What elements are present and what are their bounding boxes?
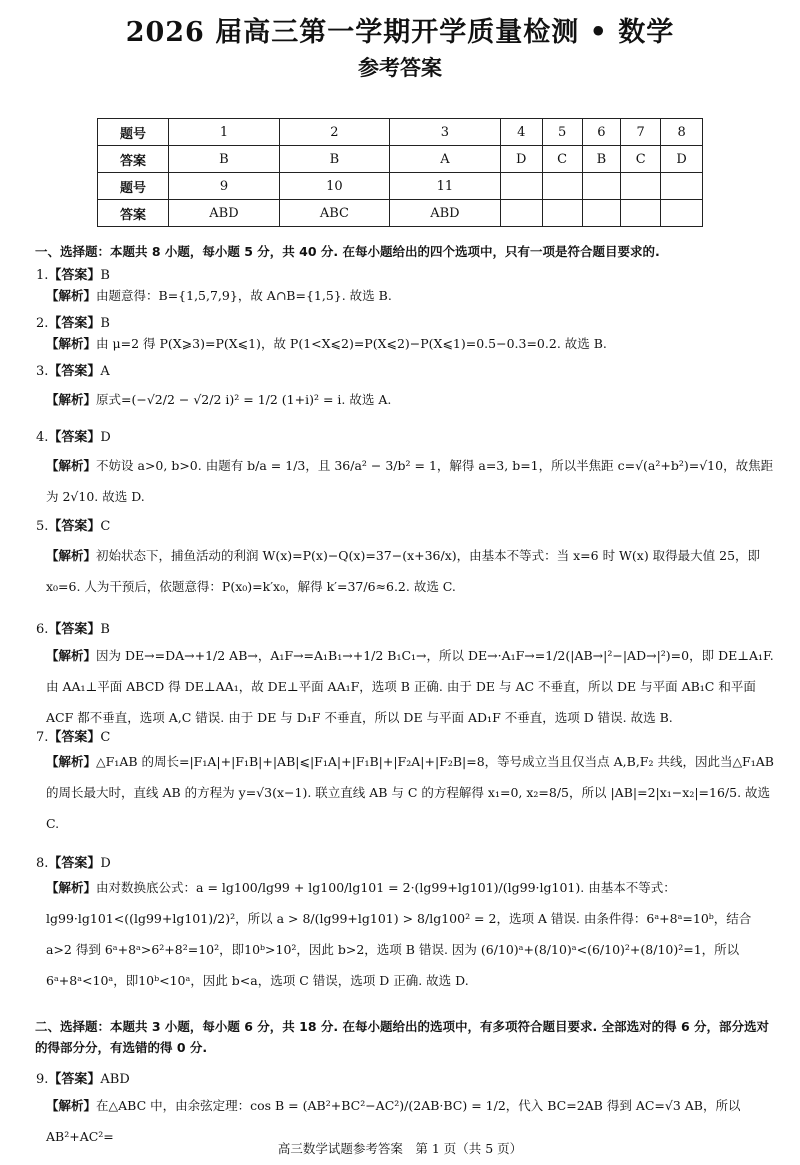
explain-tag: 【解析】 (46, 648, 97, 663)
table-cell: 11 (389, 173, 500, 200)
table-cell (621, 200, 661, 227)
explanation-text: 由对数换底公式：a = lg100/lg99 + lg100/lg101 = 2·(lg99+lg101)/(lg99·lg101). 由基本不等式：lg99·lg101<((lg99+lg101)/2)²，所以 a > 8/(lg99+lg101) > 8/lg100² = 2，选项 A 错误. 由条件得：6ᵃ+8ᵃ=10ᵇ，结合 a>2 得到 6ᵃ+8ᵃ>6²+8²=10²，即10ᵇ>10²，因此 b>2，选项 B 错误. 因为 (6/10)ᵃ+(8/10)ᵃ<(6/10)²+(8/10)²=1，所以 6ᵃ+8ᵃ<10ᵃ，即10ᵇ<10ᵃ，因此 b<a，选项 C 错误，选项 D 正确. 故选 D. (46, 880, 752, 988)
table-cell: 4 (500, 119, 542, 146)
table-cell: D (500, 146, 542, 173)
question-number: 5. (36, 519, 49, 534)
answer-value: A (100, 364, 110, 379)
explanation-text: 初始状态下，捕鱼活动的利润 W(x)=P(x)−Q(x)=37−(x+36/x)，由基本不等式：当 x=6 时 W(x) 取得最大值 25，即 x₀=6. 人为干预后，依题意得：P(x₀)=k′x₀，解得 k′=37/6≈6.2. 故选 C. (46, 548, 761, 594)
question-number: 4. (36, 430, 49, 445)
answer-line (36, 1068, 130, 1087)
table-cell: 3 (389, 119, 500, 146)
explain-tag: 【解析】 (46, 336, 97, 351)
table-cell: D (661, 146, 703, 173)
table-cell: C (542, 146, 582, 173)
answer-value: C (100, 519, 111, 534)
answer-tag: 【答案】 (48, 430, 101, 445)
explanation (46, 328, 776, 359)
answer-value: C (100, 730, 111, 745)
table-cell: A (389, 146, 500, 173)
table-cell: 2 (279, 119, 389, 146)
explain-tag: 【解析】 (46, 880, 97, 895)
explain-tag: 【解析】 (46, 548, 97, 563)
table-cell (661, 173, 703, 200)
table-row (98, 146, 703, 173)
table-cell: 9 (169, 173, 280, 200)
answer-tag: 【答案】 (48, 316, 101, 331)
page-subtitle: 参考答案 (358, 55, 442, 80)
explanation (46, 450, 776, 512)
question-number: 8. (36, 856, 49, 871)
answer-tag: 【答案】 (48, 519, 101, 534)
explanation (46, 746, 776, 839)
answer-value: ABD (100, 1072, 130, 1087)
answer-tag: 【答案】 (48, 268, 101, 283)
explanation-text: 由题意得：B={1,5,7,9}，故 A∩B={1,5}. 故选 B. (96, 288, 392, 303)
explain-tag: 【解析】 (46, 288, 97, 303)
question-number: 1. (36, 268, 49, 283)
answer-tag: 【答案】 (48, 730, 101, 745)
answer-value: B (100, 316, 110, 331)
explanation-text: 不妨设 a>0, b>0. 由题有 b/a = 1/3，且 36/a² − 3/b² = 1，解得 a=3, b=1，所以半焦距 c=√(a²+b²)=√10，故焦距为 2√10. 故选 D. (46, 458, 774, 504)
table-cell (500, 200, 542, 227)
question-number: 7. (36, 730, 49, 745)
table-cell (542, 173, 582, 200)
answer-value: D (100, 856, 111, 871)
section-heading-1: 一、选择题：本题共 8 小题，每小题 5 分，共 40 分. 在每小题给出的四个选项中，只有一项是符合题目要求的. (35, 244, 660, 259)
table-cell: B (279, 146, 389, 173)
explanation-text: 在△ABC 中，由余弦定理：cos B = (AB²+BC²−AC²)/(2AB·BC) = 1/2，代入 BC=2AB 得到 AC=√3 AB，所以 AB²+AC²= (46, 1098, 741, 1144)
answer-line (36, 726, 110, 745)
table-row (98, 173, 703, 200)
table-cell: B (169, 146, 280, 173)
question-number: 6. (36, 622, 49, 637)
question-number: 3. (36, 364, 49, 379)
answer-line (36, 360, 110, 379)
row-header: 题号 (98, 173, 169, 200)
explanation (46, 280, 776, 311)
answer-value: B (100, 622, 110, 637)
table-cell (500, 173, 542, 200)
table-cell (542, 200, 582, 227)
table-cell: 10 (279, 173, 389, 200)
explain-tag: 【解析】 (46, 458, 97, 473)
row-header: 题号 (98, 119, 169, 146)
question-number: 9. (36, 1072, 49, 1087)
explanation-text: △F₁AB 的周长=|F₁A|+|F₁B|+|AB|⩽|F₁A|+|F₁B|+|F₂A|+|F₂B|=8，等号成立当且仅当点 A,B,F₂ 共线，因此当△F₁AB 的周长最大时，直线 AB 的方程为 y=√3(x−1). 联立直线 AB 与 C 的方程解得 x₁=0, x₂=8/5，所以 |AB|=2|x₁−x₂|=16/5. 故选 C. (46, 754, 774, 831)
answer-line (36, 852, 111, 871)
answer-tag: 【答案】 (48, 856, 101, 871)
section-heading-2: 二、选择题：本题共 3 小题，每小题 6 分，共 18 分. 在每小题给出的选项中，有多项符合题目要求. 全部选对的得 6 分，部分选对的得部分分，有选错的得 0 分. (35, 1019, 770, 1055)
table-cell (621, 173, 661, 200)
question-number: 2. (36, 316, 49, 331)
explain-tag: 【解析】 (46, 392, 97, 407)
answer-line (36, 515, 110, 534)
table-cell (661, 200, 703, 227)
answer-line (36, 426, 111, 445)
explanation-text: 原式=(−√2/2 − √2/2 i)² = 1/2 (1+i)² = i. 故选 A. (96, 392, 392, 407)
table-cell: B (582, 146, 621, 173)
table-cell (582, 200, 621, 227)
table-cell: 5 (542, 119, 582, 146)
explanation-text: 由 μ=2 得 P(X⩾3)=P(X⩽1)，故 P(1<X⩽2)=P(X⩽2)−P(X⩽1)=0.5−0.3=0.2. 故选 B. (96, 336, 607, 351)
explanation (46, 640, 776, 733)
page-title: 2026 届高三第一学期开学质量检测 • 数学 (125, 17, 675, 48)
table-cell: 8 (661, 119, 703, 146)
table-cell: C (621, 146, 661, 173)
answer-table (97, 118, 703, 227)
explanation-text: 因为 DE→=DA→+1/2 AB→，A₁F→=A₁B₁→+1/2 B₁C₁→，所以 DE→·A₁F→=1/2(|AB→|²−|AD→|²)=0，即 DE⊥A₁F. 由 AA₁⊥平面 ABCD 得 DE⊥AA₁，故 DE⊥平面 AA₁F，选项 B 正确. 由于 DE 与 AC 不垂直，所以 DE 与平面 AB₁C 和平面 ACF 都不垂直，选项 A,C 错误. 由于 DE 与 D₁F 不垂直，所以 DE 与平面 AD₁F 不垂直，选项 D 错误. 故选 B. (46, 648, 774, 725)
answer-tag: 【答案】 (48, 622, 101, 637)
table-cell: 6 (582, 119, 621, 146)
row-header: 答案 (98, 200, 169, 227)
explain-tag: 【解析】 (46, 1098, 97, 1113)
table-cell (582, 173, 621, 200)
answer-line (36, 618, 110, 637)
table-cell: ABC (279, 200, 389, 227)
explanation (46, 872, 776, 996)
answer-tag: 【答案】 (48, 1072, 101, 1087)
explanation (46, 540, 776, 602)
explain-tag: 【解析】 (46, 754, 97, 769)
page-footer: 高三数学试题参考答案 第 1 页（共 5 页） (277, 1141, 523, 1156)
table-cell: 1 (169, 119, 280, 146)
table-cell: ABD (389, 200, 500, 227)
table-cell: 7 (621, 119, 661, 146)
table-row (98, 200, 703, 227)
answer-value: B (100, 268, 110, 283)
explanation (46, 384, 776, 415)
answer-tag: 【答案】 (48, 364, 101, 379)
answer-value: D (100, 430, 111, 445)
row-header: 答案 (98, 146, 169, 173)
table-cell: ABD (169, 200, 280, 227)
table-row (98, 119, 703, 146)
